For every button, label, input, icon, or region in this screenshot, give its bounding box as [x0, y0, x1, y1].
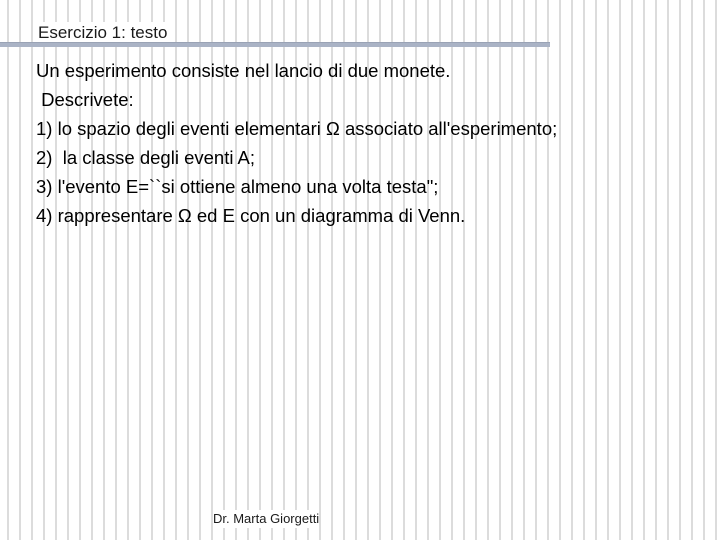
- exercise-item-1: 1) lo spazio degli eventi elementari Ω associato all'esperimento;: [36, 118, 558, 139]
- slide-title: Esercizio 1: testo: [38, 22, 171, 44]
- title-underline-thick: [0, 43, 550, 47]
- exercise-item-2: 2) la classe degli eventi A;: [36, 147, 256, 168]
- exercise-text: [36, 56, 676, 230]
- exercise-item-3: 3) l'evento E=``si ottiene almeno una volta testa";: [36, 176, 439, 197]
- exercise-line-describe: Descrivete:: [36, 89, 134, 110]
- title-underline: [0, 42, 550, 50]
- exercise-item-4: 4) rappresentare Ω ed E con un diagramma di Venn.: [36, 205, 466, 226]
- exercise-line-intro: Un esperimento consiste nel lancio di due monete.: [36, 60, 451, 81]
- footer-author: Dr. Marta Giorgetti: [213, 511, 320, 526]
